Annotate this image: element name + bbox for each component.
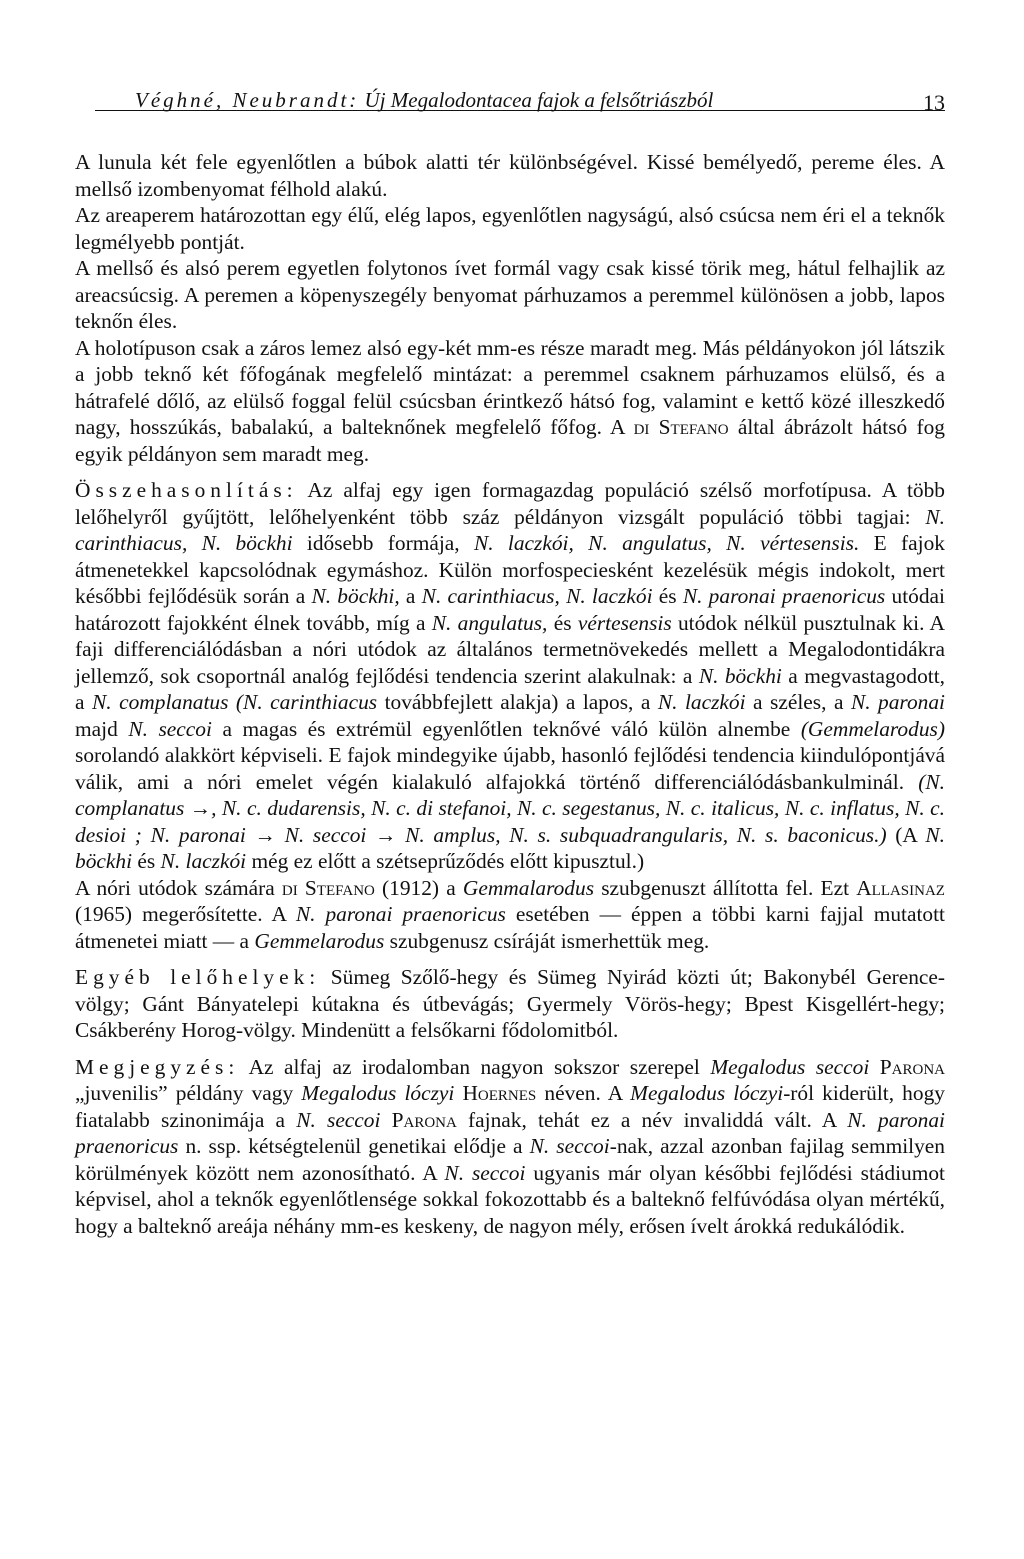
text-run: szubgenusz csíráját ismerhettük meg. — [384, 928, 710, 953]
paragraph — [75, 149, 945, 202]
text-run: szubgenuszt állította fel. Ezt — [594, 875, 857, 900]
taxon-name: N. böckhi, — [311, 584, 400, 608]
text-run: A holotípuson csak a záros lemez alsó egy-két mm-es része maradt meg. Más példányokon jól látszik a jobb teknő két főfogának megfelelő mintázat: a peremmel csaknem párhuzamos elülső, és a hátrafelé dőlő, az elülső foggal felül csúcsban érintkező hátsó fog, valamint e kettő közé illeszkedő nagy, hosszúkás, babalakú, a balteknőnek megfelelő főfog. A — [75, 335, 945, 439]
taxon-name: Gemmalarodus — [462, 875, 595, 900]
text-run: még ez előtt a szétseprűződés előtt kipusztul.) — [246, 849, 645, 873]
taxon-name: N. paronai praenoricus — [295, 902, 506, 926]
author-name: Parona — [391, 1107, 457, 1132]
taxon-name: N. seccoi — [296, 1107, 381, 1132]
author-name: Parona — [879, 1054, 946, 1079]
taxon-name: vértesensis — [577, 610, 672, 635]
taxon-name: Gemmelarodus — [254, 928, 385, 953]
text-run: és — [547, 610, 578, 635]
text-run — [380, 1108, 391, 1132]
author-name: di Stefano — [633, 415, 729, 439]
taxon-name: (N. complanatus →, N. c. dudarensis, N. c. di stefanoi, N. c. segestanus, N. c. italicus, N. c. inflatus, N. c. desioi ; N. paronai → N. seccoi → N. amplus, N. s. subquadrangularis, N. s. baconicus.) — [75, 769, 945, 847]
paragraph — [75, 875, 945, 955]
text-run: esetében — éppen a többi karni fajjal mutatott átmenetei miatt — a — [75, 902, 945, 953]
page-content — [75, 70, 945, 1239]
running-head-authors: Véghné, Neubrandt: — [135, 88, 360, 112]
text-run: néven. A — [536, 1081, 631, 1105]
running-head — [95, 70, 945, 115]
text-run: és — [652, 584, 683, 608]
text-run: Az alfaj egy igen formagazdag populáció szélső morfotípusa. A több lelőhelyről gyűjtött, lelőhelyenként több száz példányon vizsgált populáció többi tagjai: — [75, 478, 945, 529]
taxon-name: N. paronai praenoricus — [682, 584, 886, 608]
text-run: a magas és extrémül egyenlőtlen teknővé váló külön alnembe — [211, 716, 801, 741]
text-run: (1912) a — [374, 875, 463, 900]
taxon-name: N. böckhi — [75, 822, 945, 873]
text-run: n. ssp. kétségtelenül genetikai elődje a — [178, 1134, 530, 1158]
text-run: majd — [75, 716, 129, 741]
section-paragraph-comparison — [75, 477, 945, 875]
text-run: utódok nélkül pusztulnak ki. A faji differenciálódásban a nóri utódok az általános termetnövekedés mellett a Megalodontidákra jellemző, sok csoportnál analóg fejlődési tendencia szerint alakulnak: a — [75, 610, 945, 688]
taxon-name: N. angulatus, — [431, 610, 548, 635]
text-run: idősebb formája, — [292, 531, 474, 555]
page-number: 13 — [923, 90, 945, 115]
author-name: di Stefano — [281, 875, 375, 900]
taxon-name: N. laczkói — [657, 690, 746, 714]
taxon-name: Megalodus lóczyi — [630, 1081, 784, 1105]
paragraph — [75, 335, 945, 468]
section-paragraph-other-localities — [75, 964, 945, 1044]
paragraph — [75, 202, 945, 255]
taxon-name: N. paronai — [850, 690, 945, 714]
taxon-name: (Gemmelarodus) — [800, 716, 945, 741]
taxon-name: N. carinthiacus, N. laczkói — [421, 584, 653, 608]
taxon-name: N. paronai praenoricus — [75, 1107, 945, 1158]
text-run: A nóri utódok számára — [75, 875, 282, 900]
taxon-name: Megalodus seccoi — [710, 1054, 870, 1079]
text-run: -ról kiderült, hogy fiatalabb szinonimája a — [75, 1081, 945, 1132]
text-run: Az alfaj az irodalomban nagyon sokszor szerepel — [239, 1054, 711, 1079]
text-run: sorolandó alakkört képviseli. E fajok mindegyike újabb, hasonló fejlődési tendencia kiindulópontjává válik, ami a nóri emelet végén kialakuló alfajokká történő differenciálódásbankulminál. — [75, 743, 945, 794]
taxon-name: N. seccoi — [529, 1134, 610, 1158]
taxon-name: N. carinthiacus, N. böckhi — [75, 504, 945, 555]
text-run: utódai határozott fajokként élnek tovább, míg a — [75, 584, 945, 635]
text-run: a megvastagodott, a — [75, 663, 946, 714]
body-text — [75, 149, 945, 1239]
author-name: Hoernes — [462, 1081, 537, 1105]
taxon-name: Megalodus lóczyi — [301, 1081, 455, 1105]
text-run: és — [132, 849, 161, 873]
taxon-name: N. complanatus (N. carinthiacus — [92, 690, 378, 714]
text-run: (A — [886, 822, 926, 847]
taxon-name: N. seccoi — [444, 1160, 526, 1185]
text-run: fajnak, tehát ez a név invaliddá vált. A — [456, 1107, 848, 1132]
author-name: Allasinaz — [856, 875, 945, 900]
taxon-name: N. böckhi — [698, 663, 782, 688]
section-paragraph-remark — [75, 1054, 945, 1240]
section-heading: Egyéb lelőhelyek: — [75, 965, 321, 989]
text-run: E fajok átmenetekkel kapcsolódnak egymáshoz. Külön morfospeciesként kezelésük mégis indokolt, mert későbbi fejlődésük során a — [75, 531, 945, 608]
taxon-name: N. laczkói, N. angulatus, N. vértesensis. — [473, 531, 860, 555]
text-run: „juvenilis” példány vagy — [75, 1081, 302, 1105]
text-run: A lunula két fele egyenlőtlen a búbok alatti tér különbségével. Kissé bemélyedő, pereme éles. A mellső izombenyomat félhold alakú. — [75, 150, 945, 201]
text-run: -nak, azzal azonban fajilag semmilyen körülmények között nem azonosítható. A — [75, 1134, 945, 1185]
text-run: Az areaperem határozottan egy élű, elég lapos, egyenlőtlen nagyságú, alsó csúcsa nem éri el a teknők legmélyebb pontját. — [75, 203, 945, 254]
text-run: továbbfejlett alakja) a lapos, a — [377, 690, 658, 714]
text-run — [869, 1055, 879, 1079]
section-heading: Összehasonlítás: — [75, 478, 298, 502]
running-head-title — [135, 88, 713, 113]
text-run: által ábrázolt hátsó fog egyik példányon sem maradt meg. — [75, 415, 946, 466]
text-run: (1965) megerősítette. A — [75, 902, 296, 926]
paragraph — [75, 255, 945, 335]
taxon-name: N. seccoi — [128, 716, 212, 741]
taxon-name: N. laczkói — [160, 849, 247, 873]
text-run: A mellső és alsó perem egyetlen folytonos ívet formál vagy csak kissé törik meg, hátul felhajlik az areacsúcsig. A peremen a köpenyszegély benyomat párhuzamos a peremmel különösen a jobb, lapos teknőn éles. — [75, 256, 945, 333]
section-heading: Megjegyzés: — [75, 1054, 240, 1079]
text-run: a széles, a — [745, 690, 851, 714]
text-run: ugyanis már olyan későbbi fejlődési stádiumot képvisel, ahol a teknők egyenlőtlensége sokkal fokozottabb és a balteknő felfúvódása olyan mértékű, hogy a balteknő areája néhány mm-es keskeny, de nagyon mély, erősen ívelt árokká redukálódik. — [75, 1160, 945, 1238]
running-head-article-title: Új Megalodontacea fajok a felsőtriászból — [364, 88, 714, 112]
text-run: a — [399, 584, 422, 608]
text-run: Sümeg Szőlő-hegy és Sümeg Nyirád közti út; Bakonybél Gerence-völgy; Gánt Bányatelepi kútakna és útbevágás; Gyermely Vörös-hegy; Bpest Kisgellért-hegy; Csákberény Horog-völgy. Mindenütt a felsőkarni fődolomitból. — [75, 965, 945, 1042]
